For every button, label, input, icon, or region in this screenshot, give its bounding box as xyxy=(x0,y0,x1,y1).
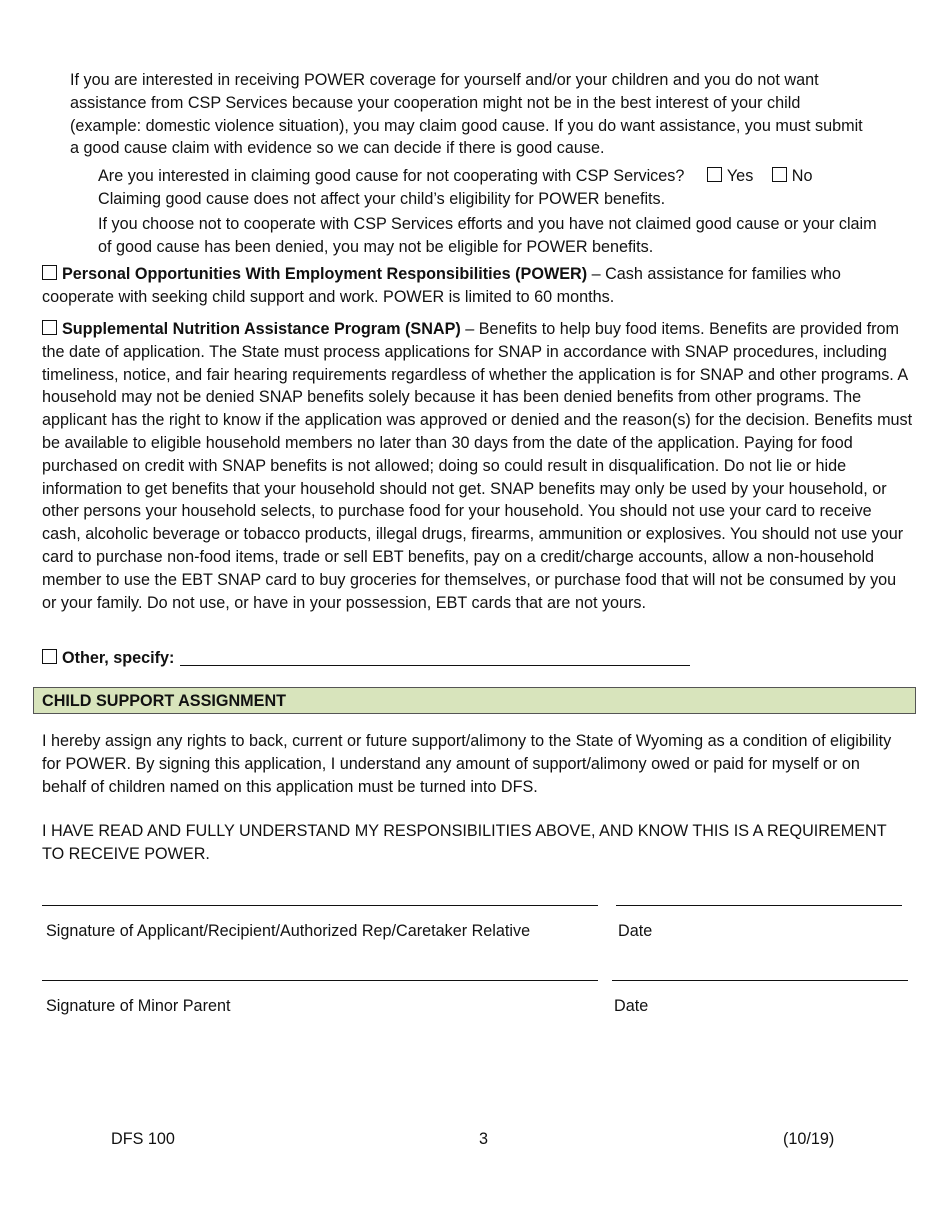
footer-form-id: DFS 100 xyxy=(111,1130,175,1148)
snap-program-option xyxy=(42,318,914,614)
other-checkbox[interactable] xyxy=(42,649,57,664)
child-support-heading: CHILD SUPPORT ASSIGNMENT xyxy=(33,687,916,714)
other-specify-field[interactable] xyxy=(180,665,690,666)
snap-title: Supplemental Nutrition Assistance Program (SNAP) xyxy=(62,320,461,338)
snap-checkbox[interactable] xyxy=(42,320,57,335)
good-cause-no-checkbox[interactable] xyxy=(772,167,787,182)
power-program-option xyxy=(42,263,914,309)
good-cause-yes-checkbox[interactable] xyxy=(707,167,722,182)
applicant-signature-label: Signature of Applicant/Recipient/Authorized Rep/Caretaker Relative xyxy=(46,922,531,940)
minor-signature-label: Signature of Minor Parent xyxy=(46,997,231,1015)
good-cause-note-1: Claiming good cause does not affect your child’s eligibility for POWER benefits. xyxy=(98,190,666,208)
footer-revision: (10/19) xyxy=(783,1130,835,1148)
good-cause-no-label: No xyxy=(791,167,813,185)
acknowledgement-text: I HAVE READ AND FULLY UNDERSTAND MY RESPONSIBILITIES ABOVE, AND KNOW THIS IS A REQUIREMENT TO RECEIVE POWER. xyxy=(42,822,887,863)
other-program-option xyxy=(42,647,914,670)
applicant-date-label: Date xyxy=(618,922,653,940)
power-checkbox[interactable] xyxy=(42,265,57,280)
child-support-text: I hereby assign any rights to back, current or future support/alimony to the State of Wyoming as a condition of eligibility for POWER. By signing this application, I understand any amount of support/alimony owed or paid for myself or on behalf of children named on this application must be turned into DFS. xyxy=(42,732,892,796)
good-cause-intro: If you are interested in receiving POWER coverage for yourself and/or your children and you do not want assistance from CSP Services because your cooperation might not be in the best interest of your child (example: domestic violence situation), you may claim good cause. If you do want assistance, you must submit a good cause claim with evidence so we can decide if there is good cause. xyxy=(70,71,863,158)
good-cause-yes-label: Yes xyxy=(726,167,754,185)
applicant-date-line[interactable] xyxy=(616,905,902,906)
snap-description: – Benefits to help buy food items. Benefits are provided from the date of application. The State must process applications for SNAP in accordance with SNAP procedures, including timeliness, notice, and fair hearing requirements regardless of whether the application is for SNAP and other programs. A household may not be denied SNAP benefits solely because it has been denied benefits from other programs. The applicant has the right to know if the application was approved or denied and the reason(s) for the decision. Benefits must be available to eligible household members no later than 30 days from the date of the application. Paying for food purchased on credit with SNAP benefits is not allowed; doing so could result in disqualification. Do not lie or hide information to get benefits that your household should not get. SNAP benefits may only be used by your household, or other persons your household selects, to purchase food for your household. You should not use your card to receive cash, alcoholic beverage or tobacco products, illegal drugs, firearms, ammunition or explosives. You should not use your card to purchase non-food items, trade or sell EBT benefits, pay on a credit/charge accounts, allow a non-household member to use the EBT SNAP card to buy groceries for themselves, or purchase food that will not be consumed by you or your family. Do not use, or have in your possession, EBT cards that are not yours. xyxy=(42,320,913,612)
power-description: – Cash assistance for families who cooperate with seeking child support and work. POWER is limited to 60 months. xyxy=(42,265,841,306)
applicant-signature-line[interactable] xyxy=(42,905,598,906)
good-cause-question-row xyxy=(98,165,888,188)
footer-page-number: 3 xyxy=(479,1130,489,1148)
good-cause-note-2: If you choose not to cooperate with CSP Services efforts and you have not claimed good cause or your claim of good cause has been denied, you may not be eligible for POWER benefits. xyxy=(98,215,877,256)
good-cause-question: Are you interested in claiming good cause for not cooperating with CSP Services? xyxy=(98,167,685,185)
minor-date-line[interactable] xyxy=(612,980,908,981)
minor-date-label: Date xyxy=(614,997,649,1015)
minor-signature-line[interactable] xyxy=(42,980,598,981)
other-label: Other, specify: xyxy=(62,649,175,667)
power-title: Personal Opportunities With Employment Responsibilities (POWER) xyxy=(62,265,588,283)
